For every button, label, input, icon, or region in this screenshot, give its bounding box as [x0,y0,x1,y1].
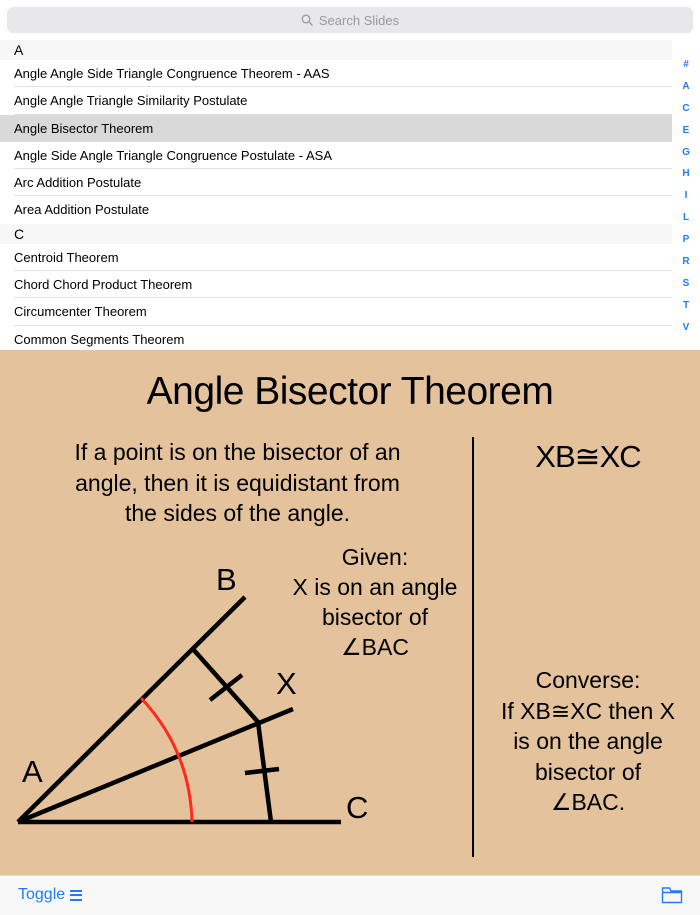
folder-icon[interactable] [661,886,683,904]
index-r[interactable]: R [682,256,690,268]
list-item[interactable]: Common Segments Theorem [0,326,672,350]
section-header-a: A [0,40,672,60]
list-item[interactable]: Circumcenter Theorem [0,298,672,325]
index-p[interactable]: P [682,234,690,246]
index-s[interactable]: S [682,277,690,289]
converse-line: If XB≅XC then X [501,697,675,724]
list-item[interactable]: Angle Angle Triangle Similarity Postulate [0,87,672,114]
section-index-bar[interactable] [672,54,700,339]
index-a[interactable]: A [682,80,690,92]
congruence-statement: XB≅XC [535,439,641,474]
list-item-selected[interactable]: Angle Bisector Theorem [0,115,672,142]
toggle-label: Toggle [18,886,66,903]
index-l[interactable]: L [682,212,690,224]
index-h[interactable]: H [682,168,690,180]
given-line: Given: [341,544,409,570]
index-v[interactable]: V [682,321,690,333]
list-item[interactable]: Angle Side Angle Triangle Congruence Postulate - ASA [0,142,672,169]
list-item[interactable]: Chord Chord Product Theorem [0,271,672,298]
point-label-x: X [276,666,297,701]
index-t[interactable]: T [682,299,690,311]
slide-canvas [0,350,700,875]
list-item[interactable]: Area Addition Postulate [0,196,672,223]
index-e[interactable]: E [682,124,690,136]
point-label-c: C [346,790,369,825]
statement-line: angle, then it is equidistant from [75,469,400,496]
slide-list[interactable] [0,40,672,350]
bottom-toolbar [0,875,700,915]
search-icon [301,14,313,26]
ray-ab [18,597,245,822]
index-i[interactable]: I [684,190,688,202]
index-hash[interactable]: # [683,59,689,70]
list-item[interactable]: Centroid Theorem [0,244,672,271]
converse-line: Converse: [535,667,641,693]
converse-line: is on the angle [513,728,663,754]
search-bar [0,0,700,40]
menu-icon [70,890,82,901]
converse-line: bisector of [534,758,642,785]
given-line: ∠BAC [341,634,409,660]
list-item[interactable]: Angle Angle Side Triangle Congruence Theorem - AAS [0,60,672,87]
statement-line: the sides of the angle. [124,500,351,526]
point-label-b: B [216,562,237,597]
point-label-a: A [22,754,43,789]
given-line: bisector of [321,604,429,630]
given-line: X is on an angle [292,574,458,600]
slide-title: Angle Bisector Theorem [146,370,554,413]
search-input[interactable] [7,7,693,33]
search-placeholder: Search Slides [318,12,400,28]
index-c[interactable]: C [682,102,690,114]
list-item[interactable]: Arc Addition Postulate [0,169,672,196]
section-header-c: C [0,224,672,244]
statement-line: If a point is on the bisector of an [74,439,401,465]
ray-ax-bisector [18,709,293,822]
toggle-button[interactable] [18,886,82,904]
converse-line: ∠BAC. [550,789,626,815]
tick-mark-xc [245,769,279,773]
index-g[interactable]: G [682,146,690,158]
segment-xb-perpendicular [192,648,258,722]
